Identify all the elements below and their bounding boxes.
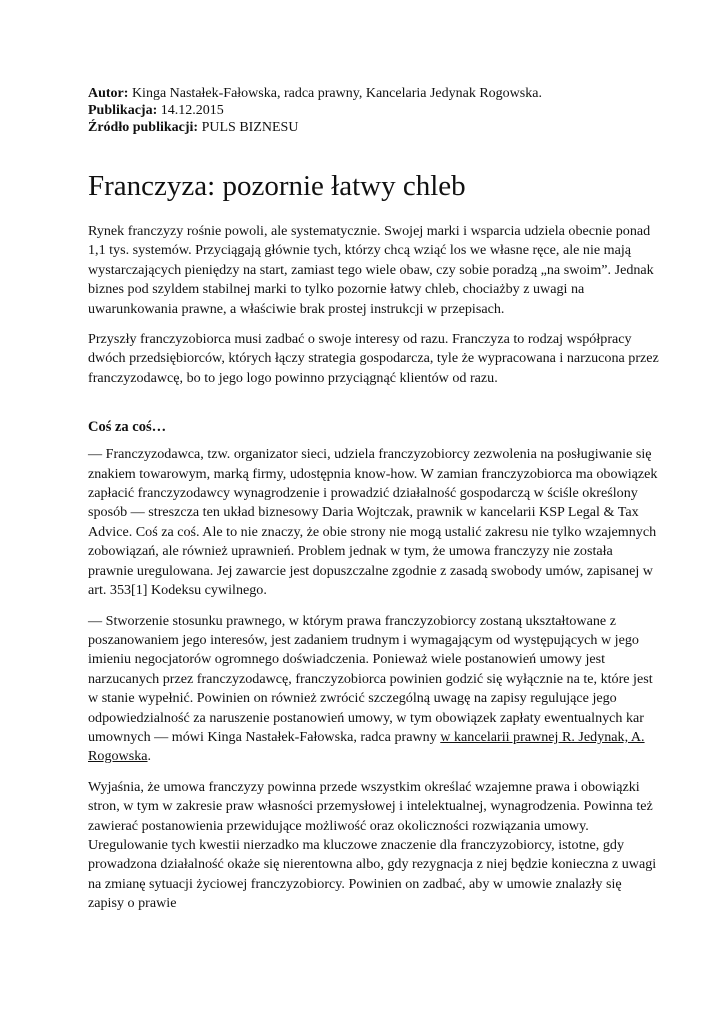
paragraph-4-text: — Stworzenie stosunku prawnego, w którym prawa franczyzobiorcy zostaną ukształtowane z poszanowaniem jego interesów, jest zadaniem trudnym i wymagającym od występujących w jego imieniu negocjatorów ogromnego doświadczenia. Ponieważ wiele postanowień umowy jest narzucanych przez franczyzodawcę, franczyzobiorca powinien godzić się wyłącznie na te, które jest w stanie wypełnić. Powinien on również zwrócić szczególną uwagę na zapisy regulujące jego odpowiedzialność za naruszenie postanowień umowy, w tym obowiązek zapłaty ewentualnych kar umownych — mówi Kinga Nastałek-Fałowska, radca prawny <box>88 612 653 745</box>
paragraph-4-end: . <box>147 748 152 765</box>
document-page <box>88 85 660 912</box>
paragraph-3: — Franczyzodawca, tzw. organizator sieci, udziela franczyzobiorcy zezwolenia na posługiwanie się znakiem towarowym, marką firmy, udostępnia know-how. W zamian franczyzobiorca ma obowiązek zapłacić franczyzodawcy wynagrodzenie i prowadzić działalność gospodarczą w ściśle określony sposób — streszcza ten układ biznesowy Daria Wojtczak, prawnik w kancelarii KSP Legal & Tax Advice. Coś za coś. Ale to nie znaczy, że obie strony nie mogą ustalić zakresu nie tylko wzajemnych zobowiązań, ale również uprawnień. Problem jednak w tym, że umowa franczyzy nie została prawnie uregulowana. Jej zawarcie jest dopuszczalne zgodnie z zasadą swobody umów, zapisanej w art. 353[1] Kodeksu cywilnego. <box>88 446 658 599</box>
source-value: PULS BIZNESU <box>198 120 299 135</box>
author-line <box>88 85 660 102</box>
section-heading: Coś za coś… <box>88 419 167 436</box>
article-body <box>88 222 660 925</box>
law-firm-link[interactable]: w kancelarii prawnej R. Jedynak, A. Rogowska <box>88 728 645 765</box>
article-meta <box>88 85 660 136</box>
paragraph-4 <box>88 612 660 767</box>
author-label: Autor: <box>88 86 129 101</box>
paragraph-5: Wyjaśnia, że umowa franczyzy powinna przede wszystkim określać wzajemne prawa i obowiązki stron, w tym w zakresie praw własności przemysłowej i intelektualnej, wynagrodzenia. Powinna też zawierać postanowienia przewidujące możliwość oraz okoliczności rozwiązania umowy. Uregulowanie tych kwestii nierzadko ma kluczowe znaczenie dla franczyzobiorcy, istotne, gdy prowadzona działalność okaże się nierentowna albo, gdy rezygnacja z niej będzie konieczna z uwagi na zmianę sytuacji życiowej franczyzobiorcy. Powinien on zadbać, aby w umowie znalazły się zapisy o prawie <box>88 778 657 912</box>
publication-line <box>88 102 660 119</box>
author-value: Kinga Nastałek-Fałowska, radca prawny, Kancelaria Jedynak Rogowska. <box>128 86 542 101</box>
publication-date: 14.12.2015 <box>157 103 224 118</box>
source-label: Źródło publikacji: <box>88 120 199 135</box>
paragraph-2: Przyszły franczyzobiorca musi zadbać o swoje interesy od razu. Franczyza to rodzaj współpracy dwóch przedsiębiorców, których łączy strategia gospodarcza, tyle że wypracowana i narzucona przez franczyzodawcę, bo to jego logo powinno przyciągnąć klientów od razu. <box>88 331 659 386</box>
article-title: Franczyza: pozornie łatwy chleb <box>88 170 466 202</box>
publication-label: Publikacja: <box>88 103 158 118</box>
source-line <box>88 119 660 136</box>
paragraph-1: Rynek franczyzy rośnie powoli, ale systematycznie. Swojej marki i wsparcia udziela obecnie ponad 1,1 tys. systemów. Przyciągają głównie tych, którzy chcą wziąć los we własne ręce, ale nie mają wystarczających pieniędzy na start, zamiast tego wiele obaw, czy sobie poradzą „na swoim”. Jednak biznes pod szyldem stabilnej marki to tylko pozornie łatwy chleb, chociażby z uwagi na uwarunkowania prawne, a właściwie brak prostej instrukcji w przepisach. <box>88 223 654 317</box>
